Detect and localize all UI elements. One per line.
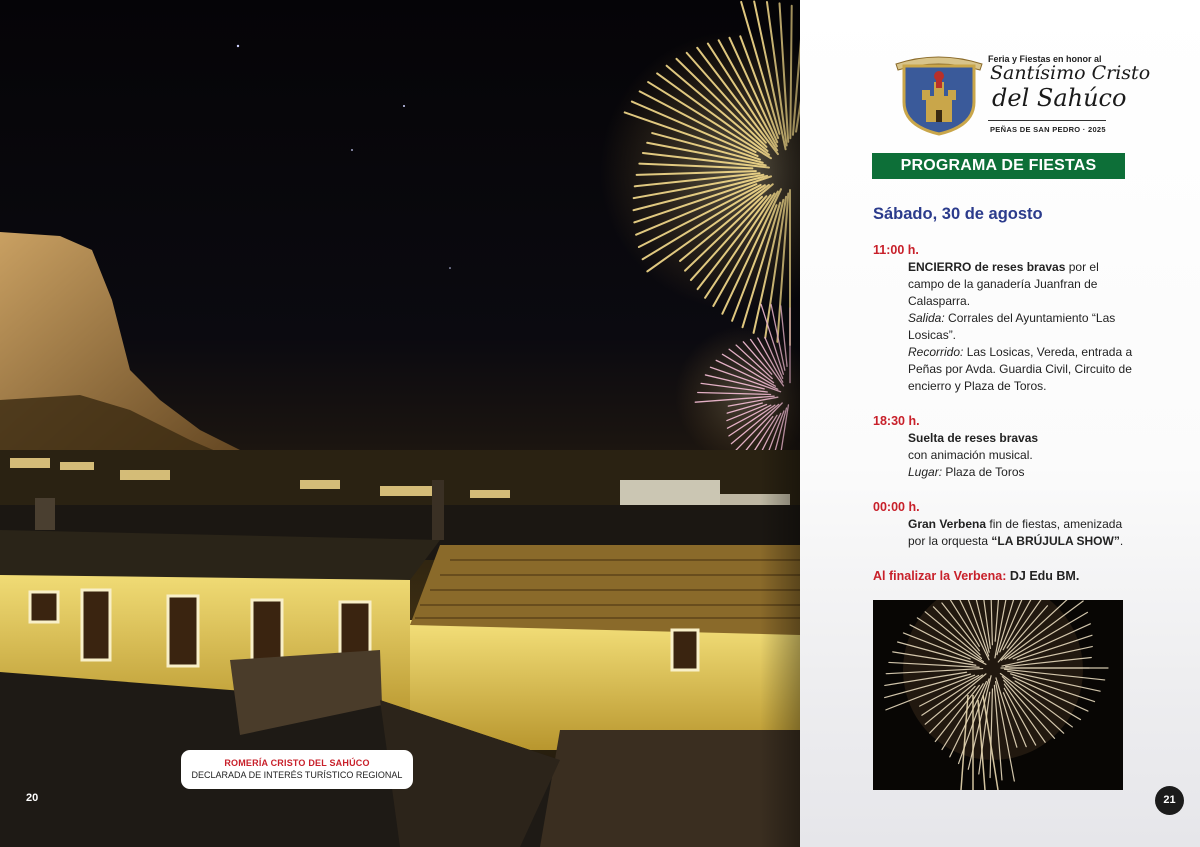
- event-time: 00:00 h.: [873, 500, 920, 514]
- logo-script-line1: Santísimo Cristo: [990, 62, 1151, 84]
- fireworks-photo-image: [873, 600, 1123, 790]
- finale-value: DJ Edu BM.: [1006, 569, 1080, 583]
- event-description: con animación musical.: [908, 448, 1033, 462]
- event-time: 11:00 h.: [873, 243, 919, 257]
- fireworks-photo: [873, 600, 1123, 790]
- event-1830: [873, 413, 1138, 481]
- recorrido-label: Recorrido:: [908, 345, 964, 359]
- event-title: Suelta de reses bravas: [908, 431, 1039, 445]
- caption-subtitle: DECLARADA DE INTERÉS TURÍSTICO REGIONAL: [191, 770, 403, 780]
- lugar-text: Plaza de Toros: [942, 465, 1025, 479]
- event-0000: [873, 499, 1138, 550]
- page-number-left: 20: [26, 792, 39, 804]
- page-number-right: 21: [1155, 786, 1184, 815]
- day-heading: Sábado, 30 de agosto: [873, 205, 1043, 223]
- caption-title: ROMERÍA CRISTO DEL SAHÚCO: [224, 758, 370, 768]
- finale-line: [873, 569, 1079, 583]
- recorrido-text: Las Losicas, Vereda, entrada a Peñas por Avda. Guardia Civil, Circuito de encierro y Plaza de Toros.: [908, 345, 1133, 393]
- event-end: .: [1119, 534, 1124, 548]
- event-title: Gran Verbena: [908, 517, 987, 531]
- event-description: por el campo de la ganadería Juanfran de Calasparra.: [908, 260, 1099, 308]
- salida-text: Corrales del Ayuntamiento “Las Losicas”.: [908, 311, 1116, 342]
- page-gutter-shadow: [760, 0, 800, 847]
- event-title: ENCIERRO de reses bravas: [908, 260, 1066, 274]
- band-name: “LA BRÚJULA SHOW”: [991, 534, 1120, 548]
- salida-label: Salida:: [908, 311, 945, 325]
- program-banner: PROGRAMA DE FIESTAS: [872, 153, 1125, 179]
- logo-subtitle: PEÑAS DE SAN PEDRO · 2025: [990, 125, 1106, 134]
- photo-caption-box: [181, 750, 413, 789]
- event-time: 18:30 h.: [873, 414, 920, 428]
- event-1100: [873, 242, 1138, 395]
- finale-label: Al finalizar la Verbena:: [873, 569, 1007, 583]
- event-description: fin de fiestas, amenizada por la orquesta: [908, 517, 1123, 548]
- logo-script-line2: del Sahúco: [992, 84, 1127, 112]
- logo-divider: [988, 120, 1106, 121]
- logo-top-line: Feria y Fiestas en honor al: [988, 54, 1102, 64]
- lugar-label: Lugar:: [908, 465, 943, 479]
